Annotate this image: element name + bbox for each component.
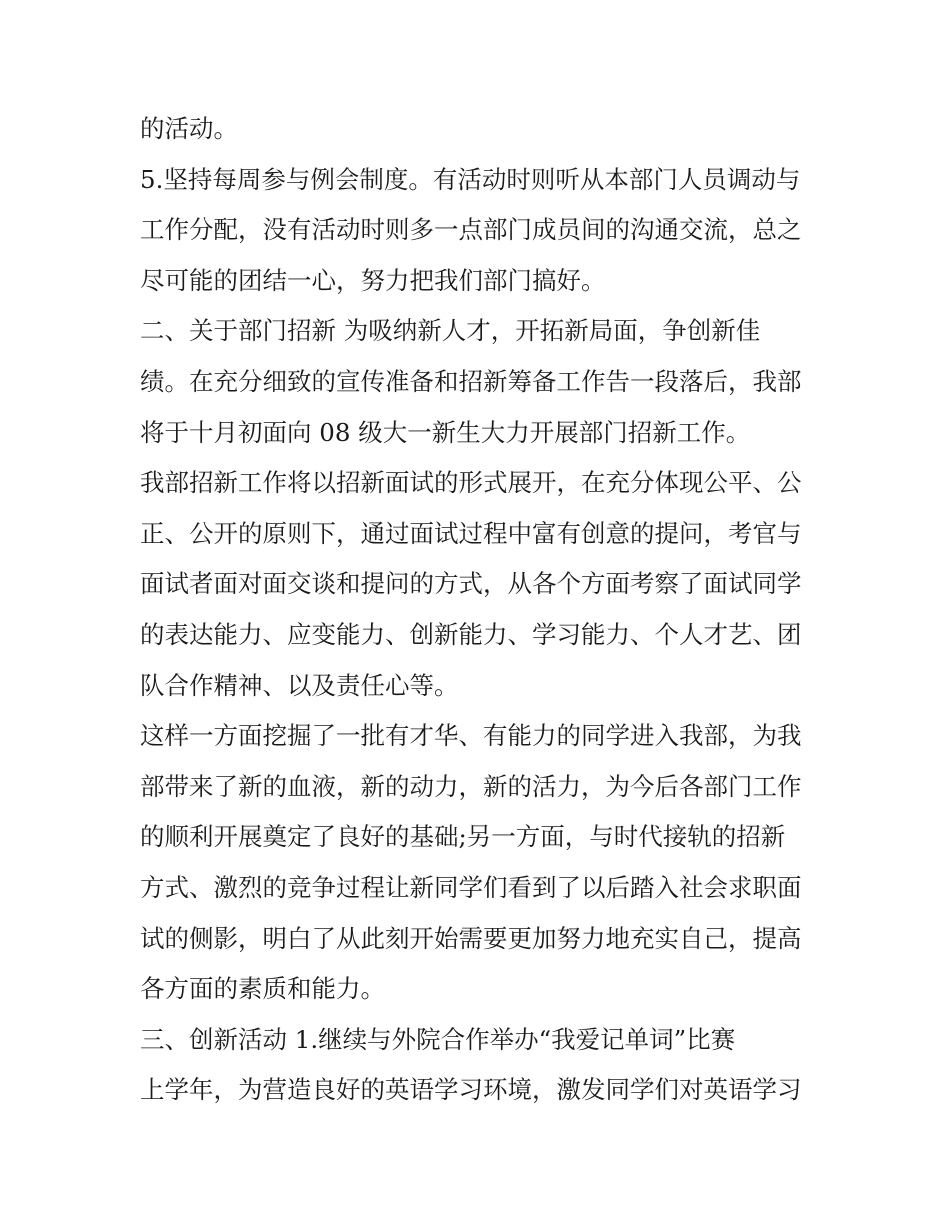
text-line: 将于十月初面向 08 级大一新生大力开展部门招新工作。 <box>140 417 751 447</box>
text-line: 尽可能的团结一心，努力把我们部门搞好。 <box>140 265 606 295</box>
text-line: 的活动。 <box>140 114 238 143</box>
text-line: 试的侧影，明白了从此刻开始需要更加努力地充实自己，提高 <box>140 923 802 953</box>
text-line: 绩。在充分细致的宣传准备和招新筹备工作告一段落后，我部 <box>140 366 802 396</box>
text-line: 方式、激烈的竞争过程让新同学们看到了以后踏入社会求职面 <box>140 872 802 902</box>
text-line: 面试者面对面交谈和提问的方式，从各个方面考察了面试同学 <box>140 569 802 599</box>
document-body <box>140 104 830 1116</box>
text-line: 正、公开的原则下，通过面试过程中富有创意的提问，考官与 <box>140 518 802 548</box>
text-line: 队合作精神、以及责任心等。 <box>140 670 459 700</box>
text-line: 的顺利开展奠定了良好的基础;另一方面，与时代接轨的招新 <box>140 822 786 852</box>
section-heading-line: 三、创新活动 1.继续与外院合作举办“我爱记单词”比赛 <box>140 1024 736 1054</box>
text-line: 的表达能力、应变能力、创新能力、学习能力、个人才艺、团 <box>140 619 802 649</box>
text-line: 我部招新工作将以招新面试的形式展开，在充分体现公平、公 <box>140 468 802 498</box>
text-line: 上学年，为营造良好的英语学习环境，激发同学们对英语学习 <box>140 1075 802 1105</box>
text-line: 这样一方面挖掘了一批有才华、有能力的同学进入我部，为我 <box>140 721 802 751</box>
text-line: 各方面的素质和能力。 <box>140 974 385 1004</box>
section-heading-line: 二、关于部门招新 为吸纳新人才，开拓新局面，争创新佳 <box>140 316 761 346</box>
text-line: 工作分配，没有活动时则多一点部门成员间的沟通交流，总之 <box>140 215 802 245</box>
text-line: 部带来了新的血液，新的动力，新的活力，为今后各部门工作 <box>140 771 802 801</box>
text-line: 5.坚持每周参与例会制度。有活动时则听从本部门人员调动与 <box>140 164 801 194</box>
